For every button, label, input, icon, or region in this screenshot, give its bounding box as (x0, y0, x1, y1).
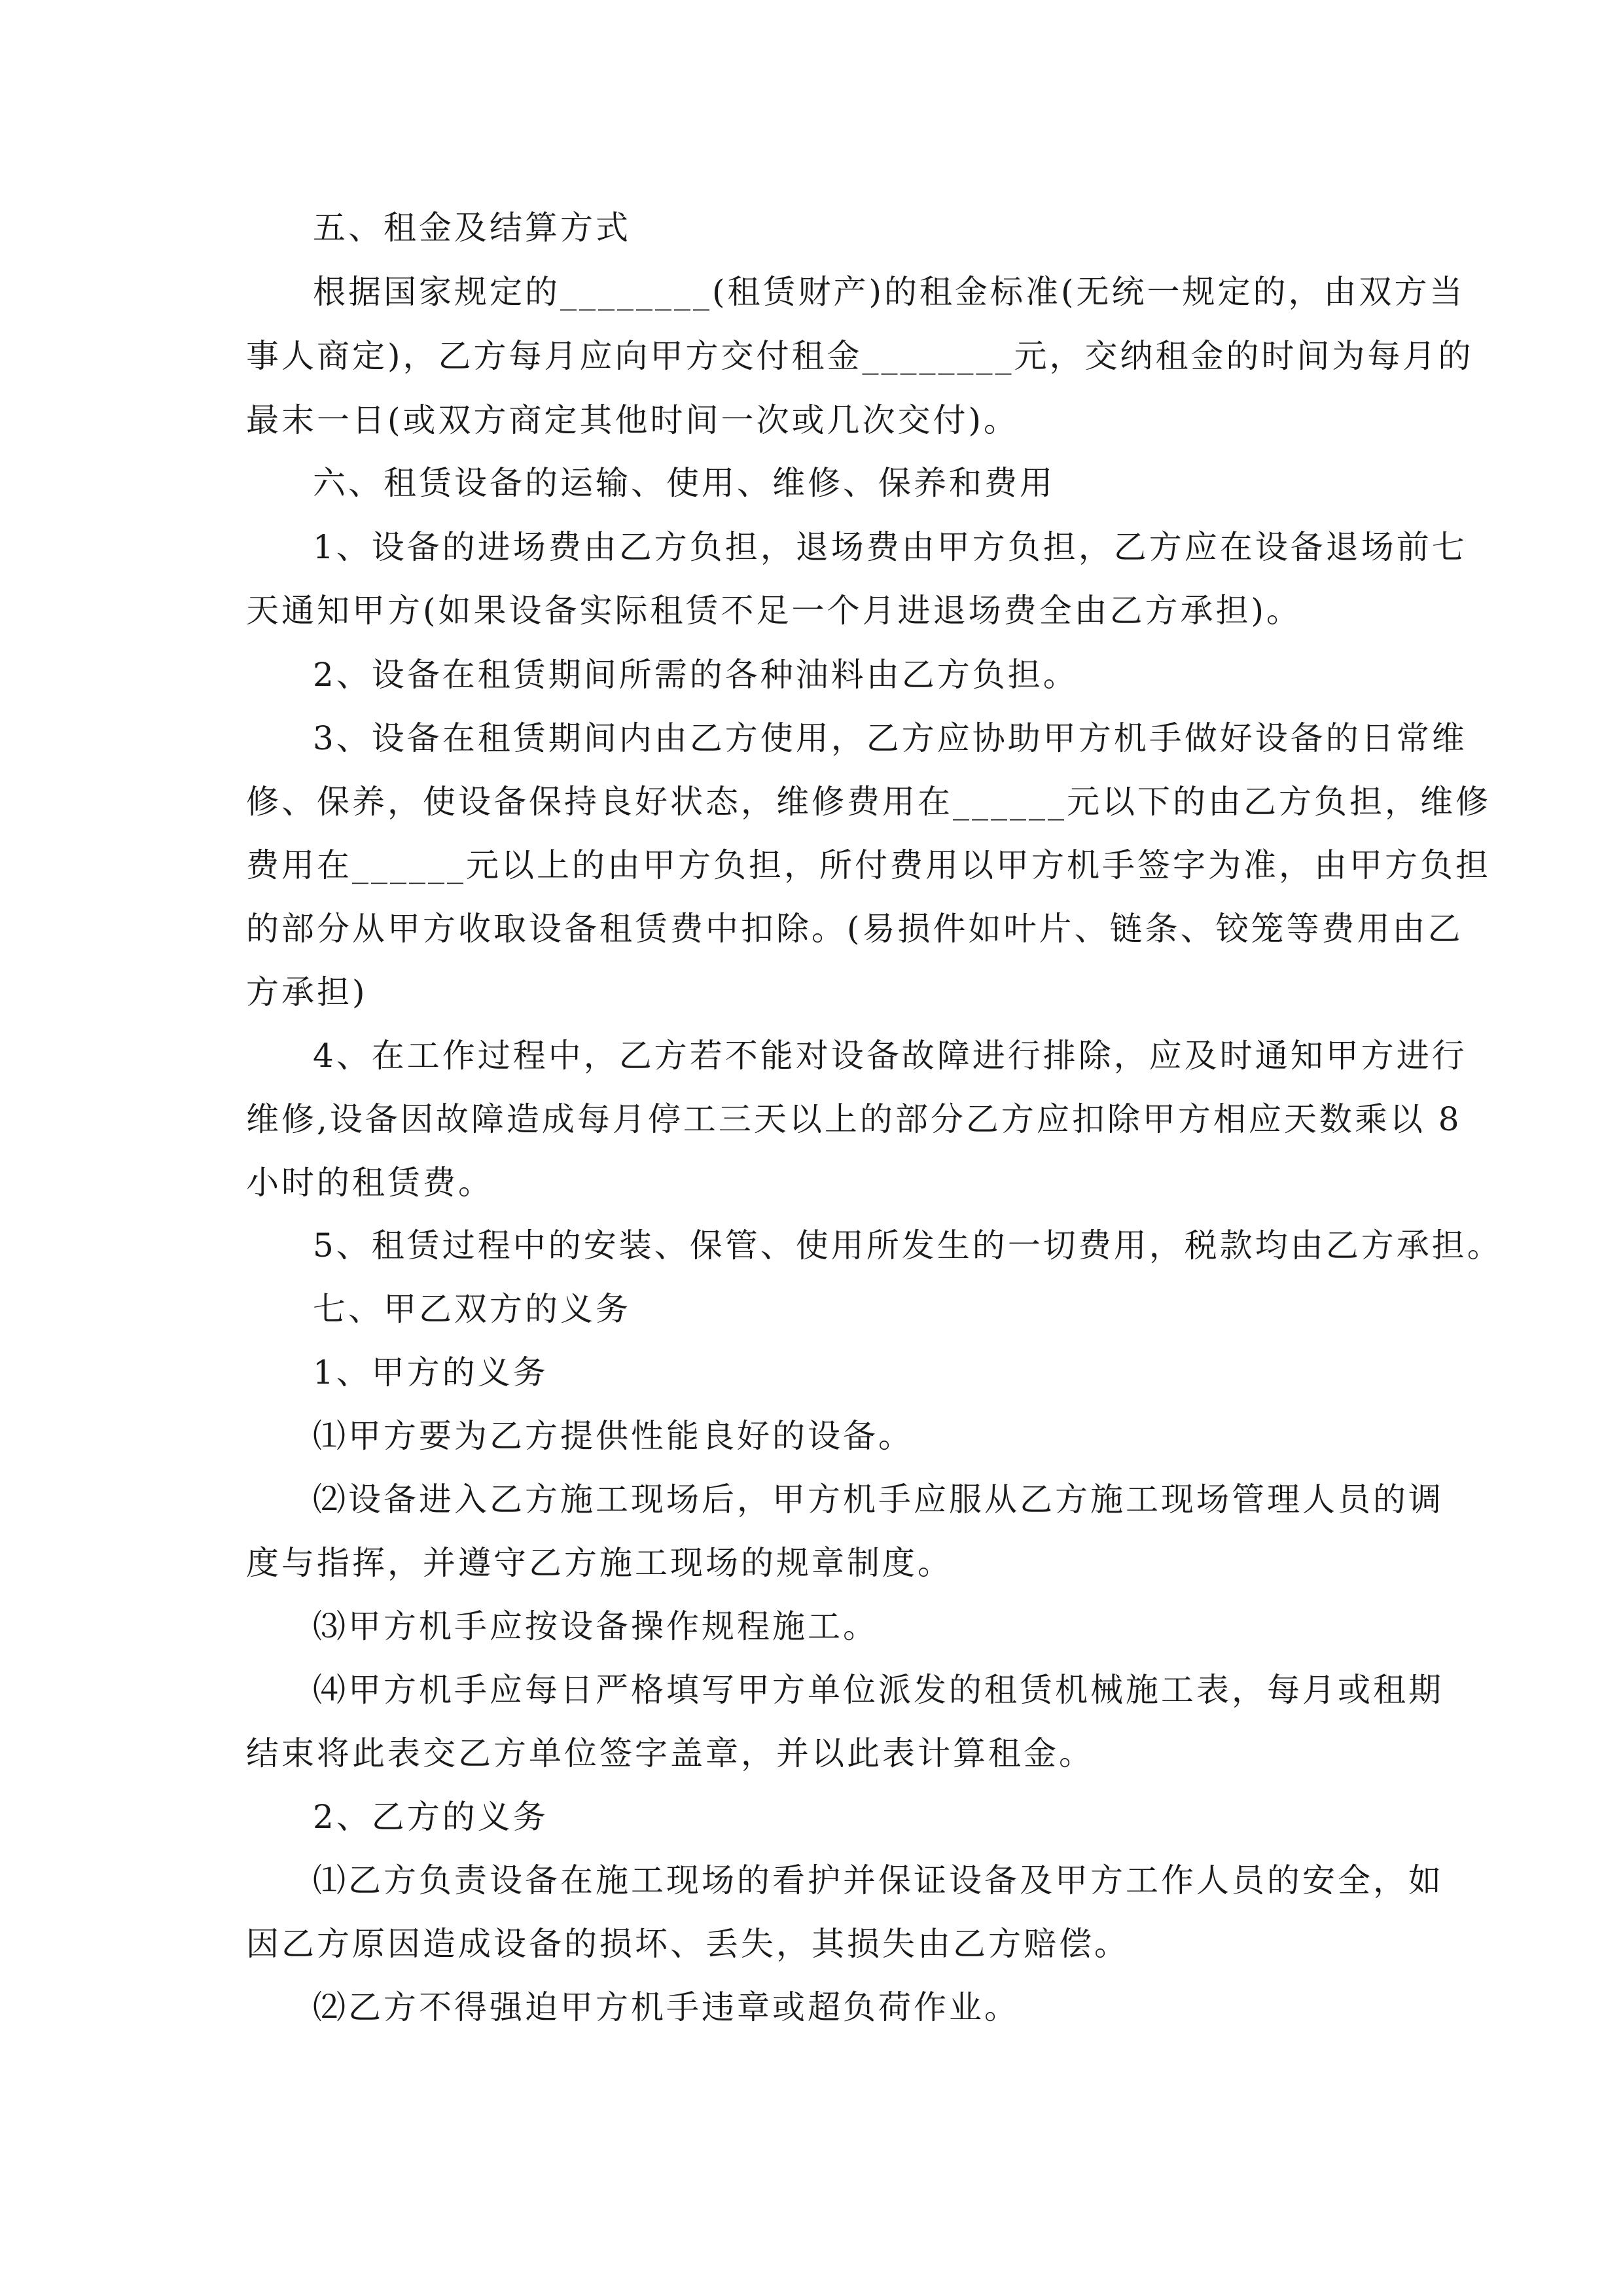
list-item: 因乙方原因造成设备的损坏、丢失，其损失由乙方赔偿。 (246, 1925, 1130, 1963)
paragraph-line: 修、保养，使设备保持良好状态，维修费用在______元以下的由乙方负担，维修 (246, 783, 1491, 821)
list-item: 结束将此表交乙方单位签字盖章，并以此表计算租金。 (246, 1734, 1094, 1772)
paragraph-line: 最末一日(或双方商定其他时间一次或几次交付)。 (246, 401, 1020, 439)
paragraph-line: 费用在______元以上的由甲方负担，所付费用以甲方机手签字为准，由甲方负担 (246, 846, 1491, 884)
subsection-heading: 1、甲方的义务 (313, 1354, 548, 1391)
list-item: ⑶甲方机手应按设备操作规程施工。 (313, 1607, 878, 1645)
paragraph-line: 5、租赁过程中的安装、保管、使用所发生的一切费用，税款均由乙方承担。 (313, 1227, 1503, 1265)
paragraph-line: 的部分从甲方收取设备租赁费中扣除。(易损件如叶片、链条、铰笼等费用由乙 (246, 910, 1463, 948)
paragraph-line: 2、设备在租赁期间所需的各种油料由乙方负担。 (313, 656, 1079, 694)
list-item: ⑴乙方负责设备在施工现场的看护并保证设备及甲方工作人员的安全，如 (313, 1861, 1444, 1899)
list-item: ⑴甲方要为乙方提供性能良好的设备。 (313, 1417, 914, 1455)
list-item: ⑷甲方机手应每日严格填写甲方单位派发的租赁机械施工表，每月或租期 (313, 1671, 1444, 1709)
list-item: 度与指挥，并遵守乙方施工现场的规章制度。 (246, 1544, 953, 1582)
paragraph-line: 天通知甲方(如果设备实际租赁不足一个月进退场费全由乙方承担)。 (246, 592, 1302, 630)
section-heading-6: 六、租赁设备的运输、使用、维修、保养和费用 (313, 464, 1055, 502)
paragraph-line: 4、在工作过程中，乙方若不能对设备故障进行排除，应及时通知甲方进行 (313, 1037, 1467, 1075)
paragraph-line: 方承担) (246, 973, 368, 1011)
section-heading-7: 七、甲乙双方的义务 (313, 1290, 631, 1328)
paragraph-line: 维修,设备因故障造成每月停工三天以上的部分乙方应扣除甲方相应天数乘以 8 (246, 1100, 1462, 1138)
list-item: ⑵设备进入乙方施工现场后，甲方机手应服从乙方施工现场管理人员的调 (313, 1480, 1444, 1518)
paragraph-line: 小时的租赁费。 (246, 1164, 493, 1202)
paragraph-line: 1、设备的进场费由乙方负担，退场费由甲方负担，乙方应在设备退场前七 (313, 528, 1467, 566)
paragraph-line: 根据国家规定的________(租赁财产)的租金标准(无统一规定的，由双方当 (313, 273, 1465, 311)
section-heading-5: 五、租金及结算方式 (313, 209, 631, 247)
paragraph-line: 3、设备在租赁期间内由乙方使用，乙方应协助甲方机手做好设备的日常维 (313, 719, 1467, 757)
subsection-heading: 2、乙方的义务 (313, 1798, 548, 1836)
paragraph-line: 事人商定)，乙方每月应向甲方交付租金________元，交纳租金的时间为每月的 (246, 337, 1474, 375)
list-item: ⑵乙方不得强迫甲方机手违章或超负荷作业。 (313, 1988, 1020, 2026)
